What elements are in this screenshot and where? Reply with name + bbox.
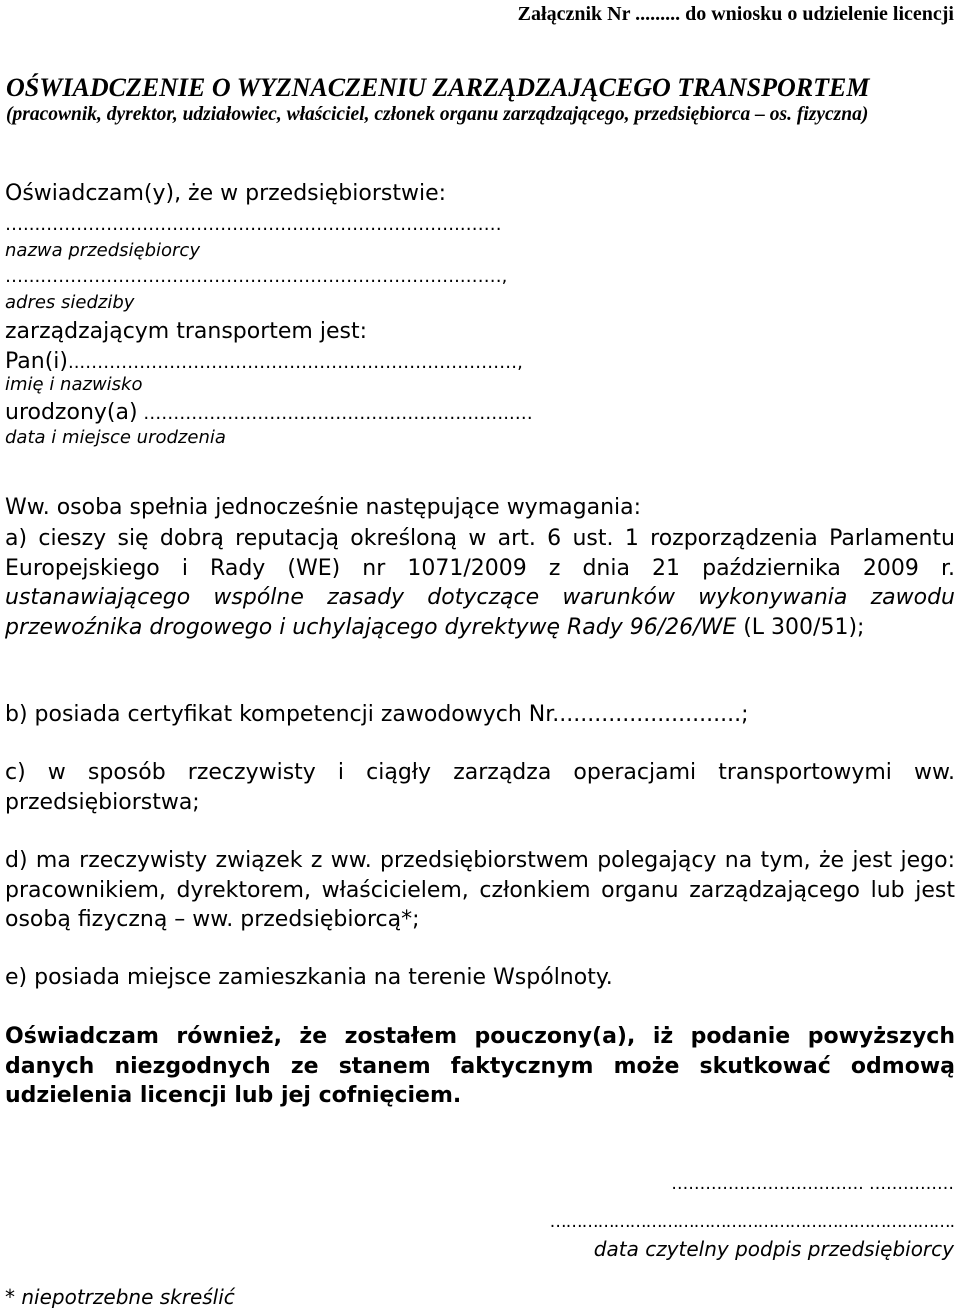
manager-name-label: imię i nazwisko xyxy=(5,374,143,395)
born-prefix: urodzony(a) xyxy=(5,400,138,425)
birth-field[interactable]: ……………………………………………………..… xyxy=(137,403,533,424)
address-field[interactable]: …...……………………………………………………………..……, xyxy=(5,266,508,287)
manager-name-field[interactable]: ...………………………………………………………………, xyxy=(67,352,523,373)
document-subtitle: (pracownik, dyrektor, udziałowiec, właściciel, członek organu zarządzającego, przedsiębiorca – os. fizyczna) xyxy=(6,104,869,125)
manager-intro: zarządzającym transportem jest: xyxy=(5,319,367,344)
footnote: * niepotrzebne skreślić xyxy=(5,1285,235,1309)
company-name-label: nazwa przedsiębiorcy xyxy=(5,240,200,261)
company-name-field[interactable]: …...……………………………………………………………..…… xyxy=(5,214,502,235)
requirement-a-text: a) cieszy się dobrą reputacją określoną w art. 6 ust. 1 rozporządzenia Parlamentu Europejskiego i Rady (WE) nr 1071/2009 z dnia 21 października 2009 r. xyxy=(5,526,955,581)
intro-statement: Oświadczam(y), że w przedsiębiorstwie: xyxy=(5,181,447,206)
requirement-a xyxy=(5,524,955,642)
requirement-a-reference: (L 300/51); xyxy=(736,614,865,640)
requirement-e: e) posiada miejsce zamieszkania na terenie Wspólnoty. xyxy=(5,965,613,990)
birth-line xyxy=(5,400,533,425)
requirement-c: c) w sposób rzeczywisty i ciągły zarządza operacjami transportowymi ww. przedsiębiorstwa; xyxy=(5,760,955,815)
requirement-b: b) posiada certyfikat kompetencji zawodowych Nr...........................; xyxy=(5,702,749,727)
name-prefix: Pan(i) xyxy=(5,349,68,374)
address-label: adres siedziby xyxy=(5,292,135,313)
signature-field[interactable]: …………………………………………………………………. xyxy=(549,1212,954,1232)
signature-label: data czytelny podpis przedsiębiorcy xyxy=(593,1237,954,1261)
requirement-d: d) ma rzeczywisty związek z ww. przedsiębiorstwem polegający na tym, że jest jego: pracownikiem, dyrektorem, właścicielem, członkiem organu zarządzającego lub jest osobą fizyczną – ww. przedsiębiorcą*; xyxy=(5,848,955,932)
annex-header: Załącznik Nr ......... do wniosku o udzielenie licencji xyxy=(517,3,954,25)
requirement-a-regulation-title: ustanawiającego wspólne zasady dotyczące warunków wykonywania zawodu przewoźnika drogowego i uchylającego dyrektywę Rady 96/26/WE xyxy=(5,585,955,640)
document-title: OŚWIADCZENIE O WYZNACZENIU ZARZĄDZAJĄCEGO TRANSPORTEM xyxy=(6,73,870,102)
liability-declaration: Oświadczam również, że zostałem pouczony(a), iż podanie powyższych danych niezgodnych ze stanem faktycznym może skutkować odmową udzielenia licencji lub jej cofnięciem. xyxy=(5,1024,955,1108)
birth-label: data i miejsce urodzenia xyxy=(5,427,226,448)
manager-name-line xyxy=(5,349,523,374)
signature-date-field[interactable]: ……………………………. …………… xyxy=(671,1174,954,1194)
requirements-intro: Ww. osoba spełnia jednocześnie następujące wymagania: xyxy=(5,495,642,520)
